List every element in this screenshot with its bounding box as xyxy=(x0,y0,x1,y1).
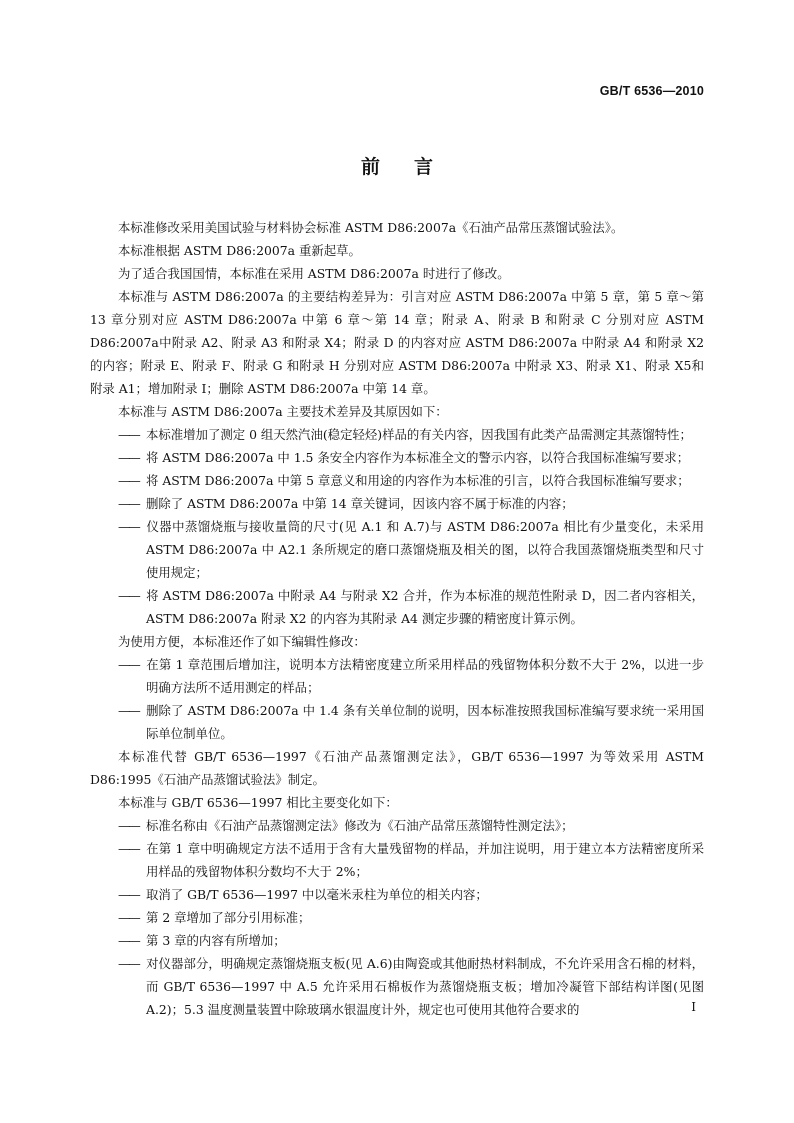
list-item-text: 在第 1 章中明确规定方法不适用于含有大量残留物的样品，并加注说明，用于建立本方法精密度所采用样品的残留物体积分数均不大于 2%； xyxy=(146,841,704,879)
list-dash: —— xyxy=(118,841,139,856)
list-dash: —— xyxy=(118,818,139,833)
list-item-text: 删除了 ASTM D86:2007a 中第 14 章关键词，因该内容不属于标准的内容； xyxy=(146,496,574,511)
list-item-text: 标准名称由《石油产品蒸馏测定法》修改为《石油产品常压蒸馏特性测定法》； xyxy=(146,818,574,833)
list-dash: —— xyxy=(118,519,139,534)
dash-list-item xyxy=(90,446,704,469)
list-dash: —— xyxy=(118,657,139,672)
dash-list-item xyxy=(90,584,704,630)
list-item-text: 第 2 章增加了部分引用标准； xyxy=(146,910,311,925)
list-dash: —— xyxy=(118,910,139,925)
list-item-text: 对仪器部分，明确规定蒸馏烧瓶支板(见 A.6)由陶瓷或其他耐热材料制成，不允许采用含石棉的材料，而 GB/T 6536—1997 中 A.5 允许采用石棉板作为蒸馏烧瓶支板；增加冷凝管下部结构详图(见图 A.2)；5.3 温度测量装置中除玻璃水银温度计外，规定也可使用其他符合要求的 xyxy=(146,956,704,1017)
page-number: I xyxy=(691,1000,696,1014)
dash-list-item xyxy=(90,906,704,929)
list-dash: —— xyxy=(118,887,139,902)
list-dash: —— xyxy=(118,496,139,511)
dash-list-item xyxy=(90,515,704,584)
list-item-text: 取消了 GB/T 6536—1997 中以毫米汞柱为单位的相关内容； xyxy=(146,887,488,902)
dash-list-item xyxy=(90,814,704,837)
list-dash: —— xyxy=(118,450,139,465)
paragraph: 本标准根据 ASTM D86:2007a 重新起草。 xyxy=(118,243,361,258)
list-item-text: 将 ASTM D86:2007a 中附录 A4 与附录 X2 合并，作为本标准的规范性附录 D，因二者内容相关，ASTM D86:2007a 附录 X2 的内容为其附录 A4 测定步骤的精密度计算示例。 xyxy=(146,588,704,626)
dash-list-item xyxy=(90,653,704,699)
dash-list-item xyxy=(90,699,704,745)
paragraph: 本标准代替 GB/T 6536—1997《石油产品蒸馏测定法》，GB/T 6536—1997 为等效采用 ASTM D86:1995《石油产品蒸馏试验法》制定。 xyxy=(90,749,704,787)
paragraph: 本标准修改采用美国试验与材料协会标准 ASTM D86:2007a《石油产品常压蒸馏试验法》。 xyxy=(118,220,624,235)
list-dash: —— xyxy=(118,588,139,603)
dash-list-item xyxy=(90,883,704,906)
list-item-text: 仪器中蒸馏烧瓶与接收量筒的尺寸(见 A.1 和 A.7)与 ASTM D86:2007a 相比有少量变化，未采用 ASTM D86:2007a 中 A2.1 条所规定的磨口蒸馏烧瓶及相关的图，以符合我国蒸馏烧瓶类型和尺寸使用规定； xyxy=(146,519,704,580)
list-dash: —— xyxy=(118,933,139,948)
paragraph: 本标准与 ASTM D86:2007a 主要技术差异及其原因如下： xyxy=(118,404,448,419)
standard-code: GB/T 6536—2010 xyxy=(599,84,704,98)
list-item-text: 第 3 章的内容有所增加； xyxy=(146,933,286,948)
list-item-text: 在第 1 章范围后增加注，说明本方法精密度建立所采用样品的残留物体积分数不大于 2%，以进一步明确方法所不适用测定的样品； xyxy=(146,657,704,695)
document-body xyxy=(90,216,704,1021)
dash-list-item xyxy=(90,837,704,883)
paragraph: 为使用方便，本标准还作了如下编辑性修改： xyxy=(118,634,366,649)
dash-list-item xyxy=(90,929,704,952)
list-item-text: 将 ASTM D86:2007a 中第 5 章意义和用途的内容作为本标准的引言，以符合我国标准编写要求； xyxy=(146,473,690,488)
dash-list-item xyxy=(90,952,704,1021)
paragraph: 本标准与 ASTM D86:2007a 的主要结构差异为：引言对应 ASTM D86:2007a 中第 5 章，第 5 章～第 13 章分别对应 ASTM D86:2007a 中第 6 章～第 14 章；附录 A、附录 B 和附录 C 分别对应 ASTM D86:2007a中附录 A2、附录 A3 和附录 X4；附录 D 的内容对应 ASTM D86:2007a 中附录 A4 和附录 X2 的内容；附录 E、附录 F、附录 G 和附录 H 分别对应 ASTM D86:2007a 中附录 X3、附录 X1、附录 X5和附录 A1；增加附录 I；删除 ASTM D86:2007a 中第 14 章。 xyxy=(90,289,704,396)
list-dash: —— xyxy=(118,703,139,718)
list-item-text: 将 ASTM D86:2007a 中 1.5 条安全内容作为本标准全文的警示内容，以符合我国标准编写要求； xyxy=(146,450,690,465)
dash-list-item xyxy=(90,469,704,492)
paragraph: 本标准与 GB/T 6536—1997 相比主要变化如下： xyxy=(118,795,398,810)
list-item-text: 删除了 ASTM D86:2007a 中 1.4 条有关单位制的说明，因本标准按照我国标准编写要求统一采用国际单位制单位。 xyxy=(146,703,704,741)
list-dash: —— xyxy=(118,956,139,971)
dash-list-item xyxy=(90,492,704,515)
dash-list-item xyxy=(90,423,704,446)
paragraph: 为了适合我国国情，本标准在采用 ASTM D86:2007a 时进行了修改。 xyxy=(118,266,510,281)
list-dash: —— xyxy=(118,427,139,442)
page-title: 前言 xyxy=(360,156,467,178)
list-item-text: 本标准增加了测定 0 组天然汽油(稳定轻烃)样品的有关内容，因我国有此类产品需测定其蒸馏特性； xyxy=(146,427,692,442)
list-dash: —— xyxy=(118,473,139,488)
